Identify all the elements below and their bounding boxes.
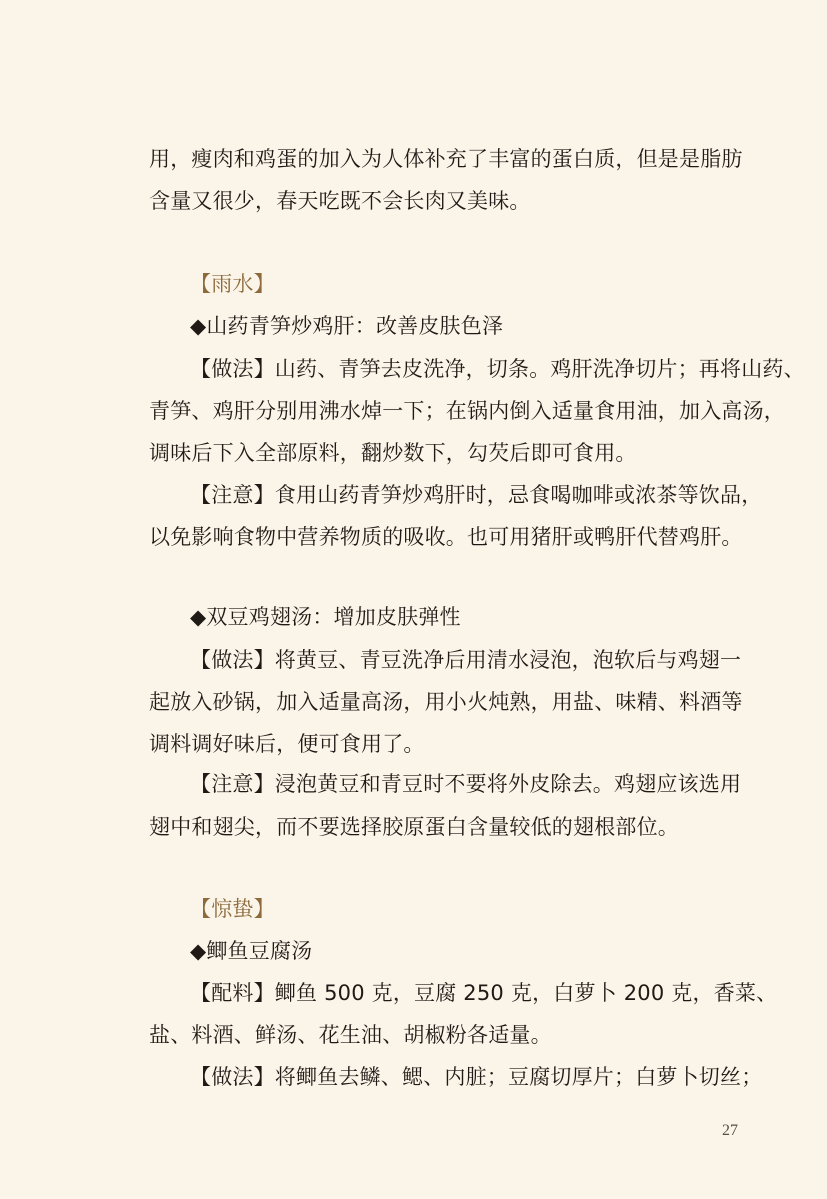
section-heading-jingzhe: 【惊蛰】 — [190, 897, 275, 921]
body-line: 调料调好味后，便可食用了。 — [149, 732, 425, 756]
recipe-title: ◆双豆鸡翅汤：增加皮肤弹性 — [190, 605, 461, 629]
body-line: 【做法】山药、青笋去皮洗净，切条。鸡肝洗净切片；再将山药、 — [190, 357, 805, 381]
body-line: 以免影响食物中营养物质的吸收。也可用猪肝或鸭肝代替鸡肝。 — [149, 525, 743, 549]
body-line: 调味后下入全部原料，翻炒数下，勾芡后即可食用。 — [149, 441, 637, 465]
recipe-title: ◆鲫鱼豆腐汤 — [190, 939, 313, 963]
page-number: 27 — [722, 1122, 738, 1139]
body-line: 【注意】食用山药青笋炒鸡肝时，忌食喝咖啡或浓茶等饮品， — [190, 483, 763, 507]
body-line: 【配料】鲫鱼 500 克，豆腐 250 克，白萝卜 200 克，香菜、 — [190, 981, 778, 1005]
body-line: 【做法】将黄豆、青豆洗净后用清水浸泡，泡软后与鸡翅一 — [190, 648, 742, 672]
body-line: 【做法】将鲫鱼去鳞、鳃、内脏；豆腐切厚片；白萝卜切丝； — [190, 1065, 763, 1089]
body-line: 【注意】浸泡黄豆和青豆时不要将外皮除去。鸡翅应该选用 — [190, 772, 742, 796]
body-line: 青笋、鸡肝分别用沸水焯一下；在锅内倒入适量食用油，加入高汤， — [149, 399, 785, 423]
body-line: 含量又很少，春天吃既不会长肉又美味。 — [149, 189, 531, 213]
body-line: 翅中和翅尖，而不要选择胶原蛋白含量较低的翅根部位。 — [149, 815, 679, 839]
body-line: 盐、料酒、鲜汤、花生油、胡椒粉各适量。 — [149, 1023, 552, 1047]
body-line: 起放入砂锅，加入适量高汤，用小火炖熟，用盐、味精、料酒等 — [149, 690, 743, 714]
section-heading-yushui: 【雨水】 — [190, 272, 275, 296]
recipe-title: ◆山药青笋炒鸡肝：改善皮肤色泽 — [190, 314, 504, 338]
body-line: 用，瘦肉和鸡蛋的加入为人体补充了丰富的蛋白质，但是是脂肪 — [149, 147, 743, 171]
